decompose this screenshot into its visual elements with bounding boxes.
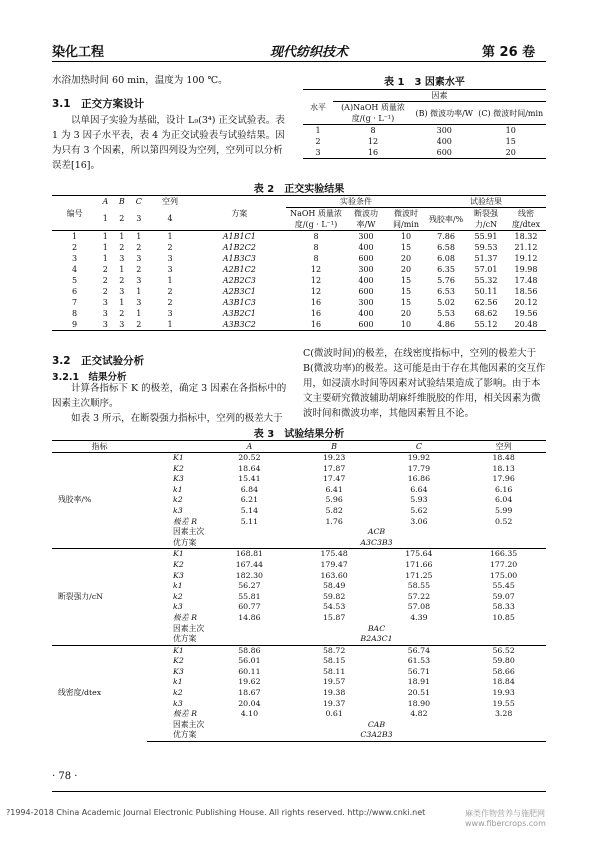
table2-cell: 400	[358, 243, 374, 252]
table3-cell: 15.87	[322, 612, 346, 622]
table3-cell: 54.53	[322, 602, 346, 612]
table3-cell: 6.41	[325, 484, 343, 494]
table2-cell: 8	[313, 254, 319, 263]
table3-best-value: B2A3C1	[360, 634, 393, 644]
table2-cell: 2	[102, 265, 108, 274]
table2-cell: 15	[400, 298, 412, 307]
table2-cell: 5.76	[437, 276, 455, 285]
table3-cell: 5.62	[410, 505, 428, 515]
table3-cell: 58.86	[207, 645, 292, 656]
table2-cell: 2	[167, 298, 173, 307]
table3-cell: 20.52	[238, 453, 261, 462]
table2-cell: 3	[114, 319, 131, 331]
table2-cell: 10	[386, 231, 426, 243]
table2-cell: 2	[130, 319, 147, 331]
table3-cell: 59.82	[322, 591, 346, 601]
table3-cell: 175.48	[292, 549, 377, 560]
table3-indicator-name: 线密度/dtex	[52, 645, 147, 741]
table3-row-label: 极差 R	[173, 612, 197, 622]
table3-cell: 5.99	[494, 505, 513, 515]
table3-indicator-name: 残胶率/%	[58, 495, 92, 505]
table2-cell: 2	[72, 243, 78, 252]
watermark-text: 麻类作物营养与施肥网 www.fibercrops.com	[465, 809, 546, 828]
section-3-2-title: 3.2 正交试验分析	[52, 355, 145, 367]
table2-cell: 12	[310, 276, 322, 285]
table2-cell: 4.86	[426, 319, 466, 331]
table3-cell: 56.74	[377, 645, 462, 656]
table3-cell: 166.35	[461, 549, 546, 560]
table3-cell: 18.48	[492, 453, 515, 462]
table2-cell: A2B3C1	[222, 287, 256, 296]
table3-row-label: K2	[173, 559, 184, 569]
table1-cell: 600	[413, 147, 476, 159]
table3-cell: 59.80	[492, 656, 515, 666]
table2-cell: 2	[119, 309, 125, 318]
table2-header-c1: NaOH 质量浓度/(g · L⁻¹)	[286, 208, 346, 231]
table3-cell: 57.22	[407, 591, 431, 601]
footer-rule	[52, 791, 546, 792]
copyright-notice: ?1994-2018 China Academic Journal Electronic Publishing House. All rights reserved. http://www.cnki.net	[6, 808, 426, 817]
table3-cell: 6.64	[410, 484, 428, 494]
table2-cell: 8	[286, 231, 346, 243]
table1-cell: 2	[315, 137, 321, 146]
table2-cell: 3	[119, 254, 125, 263]
table2-level: 2	[119, 214, 125, 224]
table3-cell: 5.14	[240, 505, 259, 515]
table1-group-header: 因素	[333, 90, 546, 102]
table3-cell: 4.10	[240, 709, 259, 719]
table3-row-label: K3	[173, 474, 184, 484]
table2-cell: 300	[358, 298, 374, 307]
table1-cell: 300	[413, 125, 476, 137]
table2-cell: 2	[167, 243, 173, 252]
table3-row-label: k2	[173, 688, 183, 698]
table2-cell: A3B2C1	[222, 309, 256, 318]
table3-cell: 179.47	[320, 559, 348, 569]
table2-cell: 4	[72, 265, 78, 274]
table2-cell: 600	[358, 254, 374, 263]
table3-caption: 表 3 试验结果分析	[253, 429, 345, 440]
table2-cell: 6.58	[437, 243, 455, 252]
table3-row-label: k1	[173, 484, 183, 494]
table2-cell: 1	[119, 265, 125, 274]
table3-cell: 6.84	[240, 484, 259, 494]
section-3-2-1-title: 3.2.1 结果分析	[52, 372, 127, 383]
table1-cell: 16	[333, 147, 413, 159]
table3-row-label: k2	[173, 591, 183, 601]
table3-order-label: 因素主次	[173, 719, 205, 729]
table3-cell: 3.28	[494, 709, 513, 719]
table3-best-value: A3C3B3	[360, 537, 393, 547]
table2-cell: 1	[114, 231, 131, 243]
table3-row-label: K2	[173, 656, 184, 666]
section-3-2-right-text: C(微波时间)的极差，在线密度指标中，空列的极差大于 B(微波功率)的极差。这可能是由于存在其他因素的交互作用，如浸渍水时间等因素对试验结果造成了影响。由于本文主要研究微波辅助胡麻纤维脱胶的作用，相关因素为微波时间和微波功率，其他因素暂且不论。	[303, 348, 546, 419]
table2-cell: 59.53	[474, 243, 498, 252]
table2-header-b: B	[114, 196, 131, 208]
table3-cell: 17.47	[322, 474, 346, 484]
table2-cell: 15	[400, 276, 412, 285]
table3-cell: 19.23	[322, 453, 346, 462]
table2-cell: A2B2C3	[222, 276, 256, 285]
table3-row-label: k1	[173, 581, 183, 591]
table3-cell: 18.84	[492, 677, 515, 687]
table3-cell: 19.37	[322, 698, 346, 708]
table2-cell: 8	[72, 309, 78, 318]
table2-cell: 1	[102, 254, 108, 263]
table3-order-label: 因素主次	[173, 527, 205, 537]
table2-cell: 15	[400, 287, 412, 296]
table2-cell: 3	[102, 309, 108, 318]
table2-header-plan: 方案	[193, 196, 286, 231]
table3-cell: 58.11	[322, 666, 346, 676]
table3-row-label: 极差 R	[173, 516, 197, 526]
table3-cell: 175.00	[489, 570, 518, 580]
table2-cell: 600	[358, 287, 374, 296]
table3-cell: 5.96	[325, 495, 343, 505]
table3-cell: 17.79	[407, 463, 431, 473]
table2-cell: 20	[400, 265, 412, 274]
table3-cell: 0.61	[325, 709, 343, 719]
table3-cell: 182.30	[235, 570, 264, 580]
table3-cell: 3.06	[410, 516, 428, 526]
table3-header: 指标	[52, 441, 147, 453]
section-3-1-body: 以单因子实验为基础，设计 L₉(3⁴) 正交试验表。表 1 为 3 因子水平表，表 4 为正交试验表与试验结果。因为只有 3 个因素，所以第四列设为空列，空列可以分析误差[16]。	[52, 115, 285, 171]
table3-order-value: CAB	[367, 719, 386, 729]
table3-row-label: K1	[147, 645, 207, 656]
table3-cell: 18.64	[238, 463, 261, 473]
table2-header-a: A	[97, 196, 113, 208]
table3-cell: 4.39	[410, 612, 428, 622]
table2-cell: 1	[97, 231, 113, 243]
table2-cell: 400	[358, 276, 374, 285]
table2-cell: 12	[310, 287, 322, 296]
table3-cell: 167.44	[235, 559, 264, 569]
table2-cell: 3	[72, 254, 78, 263]
table2-cell: 2	[136, 265, 142, 274]
table1-caption: 表 1 3 因素水平	[384, 77, 465, 88]
table2-cell: 10	[386, 319, 426, 331]
table3	[52, 440, 546, 742]
table2-cell: 3	[102, 298, 108, 307]
table2-cell: 6.53	[437, 287, 455, 296]
table2-cell: 19.98	[514, 265, 538, 274]
table2-cell: 2	[119, 243, 125, 252]
table2-cell: 1	[136, 309, 142, 318]
table2-cell: A1B3C3	[222, 254, 256, 263]
table2-cell: 15	[400, 243, 412, 252]
table2-cell: 20.12	[514, 298, 538, 307]
table2-cell: 62.56	[474, 298, 498, 307]
table2-cell: 50.11	[474, 287, 498, 296]
table3-header: C	[377, 441, 462, 453]
section-3-2-1-body: 计算各指标下 K 的极差，确定 3 因素在各指标中的因素主次顺序。	[52, 383, 287, 409]
table3-indicator-name: 断裂强力/cN	[52, 549, 147, 645]
table2-level: 4	[167, 214, 173, 224]
table3-header: B	[292, 441, 377, 453]
table2-cell: 3	[136, 298, 142, 307]
table1-cell: 15	[505, 137, 516, 146]
table3-header	[147, 441, 207, 453]
volume-label: 第 26 卷	[482, 45, 536, 60]
table3-cell: 5.11	[240, 516, 259, 526]
table3-cell: 171.25	[405, 570, 433, 580]
table3-cell: 19.62	[238, 677, 261, 687]
table3-row-label: k1	[173, 677, 183, 687]
table3-cell: 58.33	[492, 602, 515, 612]
table2-cell: 19.12	[514, 254, 538, 263]
table2-header-r1: 残胶率/%	[426, 208, 466, 231]
table3-cell: 18.90	[407, 698, 431, 708]
journal-section: 染化工程	[52, 45, 105, 60]
table2-cell: 300	[346, 231, 386, 243]
table3-cell: 0.52	[494, 516, 513, 526]
table3-cell: 19.93	[492, 688, 515, 698]
table1-cell: 20	[476, 147, 546, 159]
table2-cell: 19.56	[514, 309, 538, 318]
table3-cell: 56.71	[407, 666, 431, 676]
table3-cell: 57.08	[407, 602, 431, 612]
table2-cell: 1	[52, 231, 97, 243]
table3-cell: 58.49	[322, 581, 346, 591]
table3-cell: 56.01	[238, 656, 261, 666]
table3-cell: 58.66	[492, 666, 515, 676]
table2-cell: 55.32	[474, 276, 498, 285]
table2-cell: 20	[400, 254, 412, 263]
table2-cell: 55.12	[466, 319, 506, 331]
table1-cell: 10	[476, 125, 546, 137]
table2-cell: 3	[119, 287, 125, 296]
table3-cell: 58.55	[407, 581, 431, 591]
table3-cell: 55.81	[238, 591, 261, 601]
table2-cell: 2	[136, 243, 142, 252]
table3-cell: 56.52	[461, 645, 546, 656]
table2-cell: 57.01	[474, 265, 498, 274]
table3-cell: 60.11	[238, 666, 261, 676]
table2-cell: 3	[136, 276, 142, 285]
table3-cell: 4.82	[410, 709, 428, 719]
table3-cell: 19.92	[407, 453, 431, 462]
table2-cell: 1	[119, 298, 125, 307]
section-3-2-1-body-2: 如表 3 所示，在断裂强力指标中，空列的极差大于	[71, 413, 283, 424]
table3-cell: 6.21	[240, 495, 259, 505]
table2-group-res: 试验结果	[426, 196, 546, 208]
table2-cell: 1	[167, 276, 173, 285]
table2-cell: 7	[72, 298, 78, 307]
table2-cell: 6.08	[437, 254, 455, 263]
table3-cell: 58.72	[292, 645, 377, 656]
table3-row-label: 极差 R	[173, 709, 197, 719]
table3-cell: 19.38	[322, 688, 346, 698]
table2-cell: 1	[147, 231, 192, 243]
table3-row-label: k3	[173, 602, 183, 612]
table3-row-label: k2	[173, 495, 183, 505]
table2-level: 3	[136, 214, 142, 224]
table2-cell: 2	[119, 276, 125, 285]
table3-cell: 16.86	[407, 474, 431, 484]
table3-best-value: C3A2B3	[207, 730, 546, 741]
table3-cell: 19.57	[322, 677, 346, 687]
table2-cell: 1	[102, 243, 108, 252]
table1-cell: 3	[303, 147, 333, 159]
table2-cell: 16	[310, 309, 322, 318]
table2-cell: 9	[52, 319, 97, 331]
table2-cell: 51.37	[474, 254, 498, 263]
intro-text: 水浴加热时间 60 min，温度为 100 ℃。	[52, 75, 228, 86]
table3-cell: 171.66	[405, 559, 433, 569]
table3-row-label: K2	[173, 463, 184, 473]
table2-cell: 5	[72, 276, 78, 285]
table3-cell: 177.20	[489, 559, 518, 569]
table2-header-c3: 微波时间/min	[386, 208, 426, 231]
table1-cell: 400	[436, 137, 452, 146]
table2-cell: 600	[346, 319, 386, 331]
table2-header-c2: 微波功率/W	[346, 208, 386, 231]
table2-header-no: 编号	[52, 196, 97, 231]
table3-cell: 5.82	[325, 505, 343, 515]
table3-row-label: K1	[173, 453, 184, 462]
table3-cell: 56.27	[238, 581, 261, 591]
table3-cell: 18.67	[238, 688, 261, 698]
table3-cell: 10.85	[492, 612, 515, 622]
table3-cell: 17.96	[492, 474, 515, 484]
table1-header: (B) 微波功率/W	[413, 102, 476, 125]
table2-header-r2: 断裂强力/cN	[466, 208, 506, 231]
table3-header: 空列	[461, 441, 546, 453]
table3-row-label: K3	[173, 570, 184, 580]
journal-title: 现代纺织技术	[270, 45, 349, 60]
table1-header: (A)NaOH 质量浓度/(g · L⁻¹)	[333, 102, 413, 125]
table2-cell: 5.02	[437, 298, 455, 307]
table2-cell: A3B1C3	[222, 298, 256, 307]
table3-row-label: K3	[173, 666, 184, 676]
table3-cell: 58.15	[322, 656, 346, 666]
table3-row-label: k3	[173, 698, 183, 708]
table3-cell: 60.77	[238, 602, 261, 612]
table2-cell: 3	[136, 254, 142, 263]
table2-cell: 16	[286, 319, 346, 331]
table3-order-value: BAC	[367, 623, 386, 633]
table2	[52, 195, 546, 331]
table3-best-label: 优方案	[173, 537, 197, 547]
table2-group-cond: 实验条件	[286, 196, 426, 208]
table3-cell: 6.16	[494, 484, 513, 494]
table2-cell: A3B3C2	[193, 319, 286, 331]
table2-cell: 6	[72, 287, 78, 296]
table2-cell: 2	[167, 287, 173, 296]
table3-cell: 15.41	[238, 474, 261, 484]
table3-order-value: ACB	[367, 527, 386, 537]
table1-cell: 1	[303, 125, 333, 137]
table3-cell: 59.07	[492, 591, 515, 601]
table2-cell: 1	[136, 287, 142, 296]
table1-header: (C) 微波时间/min	[476, 102, 546, 125]
table3-header: A	[207, 441, 292, 453]
table2-cell: 3	[97, 319, 113, 331]
table2-cell: 8	[313, 243, 319, 252]
table2-cell: 6.35	[437, 265, 455, 274]
table3-cell: 1.76	[325, 516, 343, 526]
page-number: · 78 ·	[52, 771, 78, 782]
table3-cell: 19.55	[492, 698, 515, 708]
table2-cell: 20	[400, 309, 412, 318]
table2-cell: A1B1C1	[193, 231, 286, 243]
table2-cell: 5.53	[437, 309, 455, 318]
table3-cell: 18.13	[492, 463, 515, 473]
table2-cell: 3	[167, 265, 173, 274]
table3-row-label: k3	[173, 505, 183, 515]
table2-cell: 7.86	[426, 231, 466, 243]
table3-best-label: 优方案	[173, 634, 197, 644]
table3-cell: 61.53	[407, 656, 431, 666]
table1-header: 水平	[303, 90, 333, 125]
table2-caption: 表 2 正交实验结果	[253, 184, 345, 195]
table3-cell: 14.86	[238, 612, 261, 622]
table2-cell: 3	[167, 254, 173, 263]
table3-order-label: 因素主次	[173, 623, 205, 633]
table2-cell: 1	[147, 319, 192, 331]
table3-cell: 6.04	[494, 495, 513, 505]
table2-cell: 400	[358, 309, 374, 318]
table2-cell: 16	[310, 298, 322, 307]
table3-cell: 163.60	[320, 570, 348, 580]
section-3-1-title: 3.1 正交方案设计	[52, 98, 145, 110]
table3-cell: 168.81	[207, 549, 292, 560]
table3-cell: 20.04	[238, 698, 261, 708]
table2-level: 1	[102, 214, 108, 224]
table2-cell: 300	[358, 265, 374, 274]
table3-cell: 175.64	[377, 549, 462, 560]
table2-cell: 1	[130, 231, 147, 243]
table2-cell: 18.32	[506, 231, 546, 243]
table3-cell: 55.45	[492, 581, 515, 591]
table2-cell: 17.48	[514, 276, 538, 285]
table3-cell: 18.91	[407, 677, 431, 687]
table1-cell: 12	[367, 137, 379, 146]
table3-cell: 5.93	[410, 495, 428, 505]
table1-cell: 8	[333, 125, 413, 137]
table2-header-empty: 空列	[147, 196, 192, 208]
table2-cell: 18.56	[514, 287, 538, 296]
table2-cell: 2	[102, 287, 108, 296]
table2-cell: 2	[102, 276, 108, 285]
table3-row-label: K1	[147, 549, 207, 560]
table1	[303, 89, 546, 159]
table2-cell: 55.91	[466, 231, 506, 243]
table2-cell: 68.62	[474, 309, 498, 318]
table3-cell: 17.87	[322, 463, 346, 473]
table3-best-label: 优方案	[147, 730, 207, 741]
header-rule	[52, 61, 546, 62]
table2-header-c: C	[130, 196, 147, 208]
table2-cell: 3	[167, 309, 173, 318]
table2-cell: 20.48	[506, 319, 546, 331]
table2-header-r3: 线密度/dtex	[506, 208, 546, 231]
table2-cell: 21.12	[514, 243, 538, 252]
table3-cell: 20.51	[407, 688, 431, 698]
table2-cell: A2B1C2	[222, 265, 256, 274]
table2-cell: A1B2C2	[222, 243, 256, 252]
table2-cell: 12	[310, 265, 322, 274]
